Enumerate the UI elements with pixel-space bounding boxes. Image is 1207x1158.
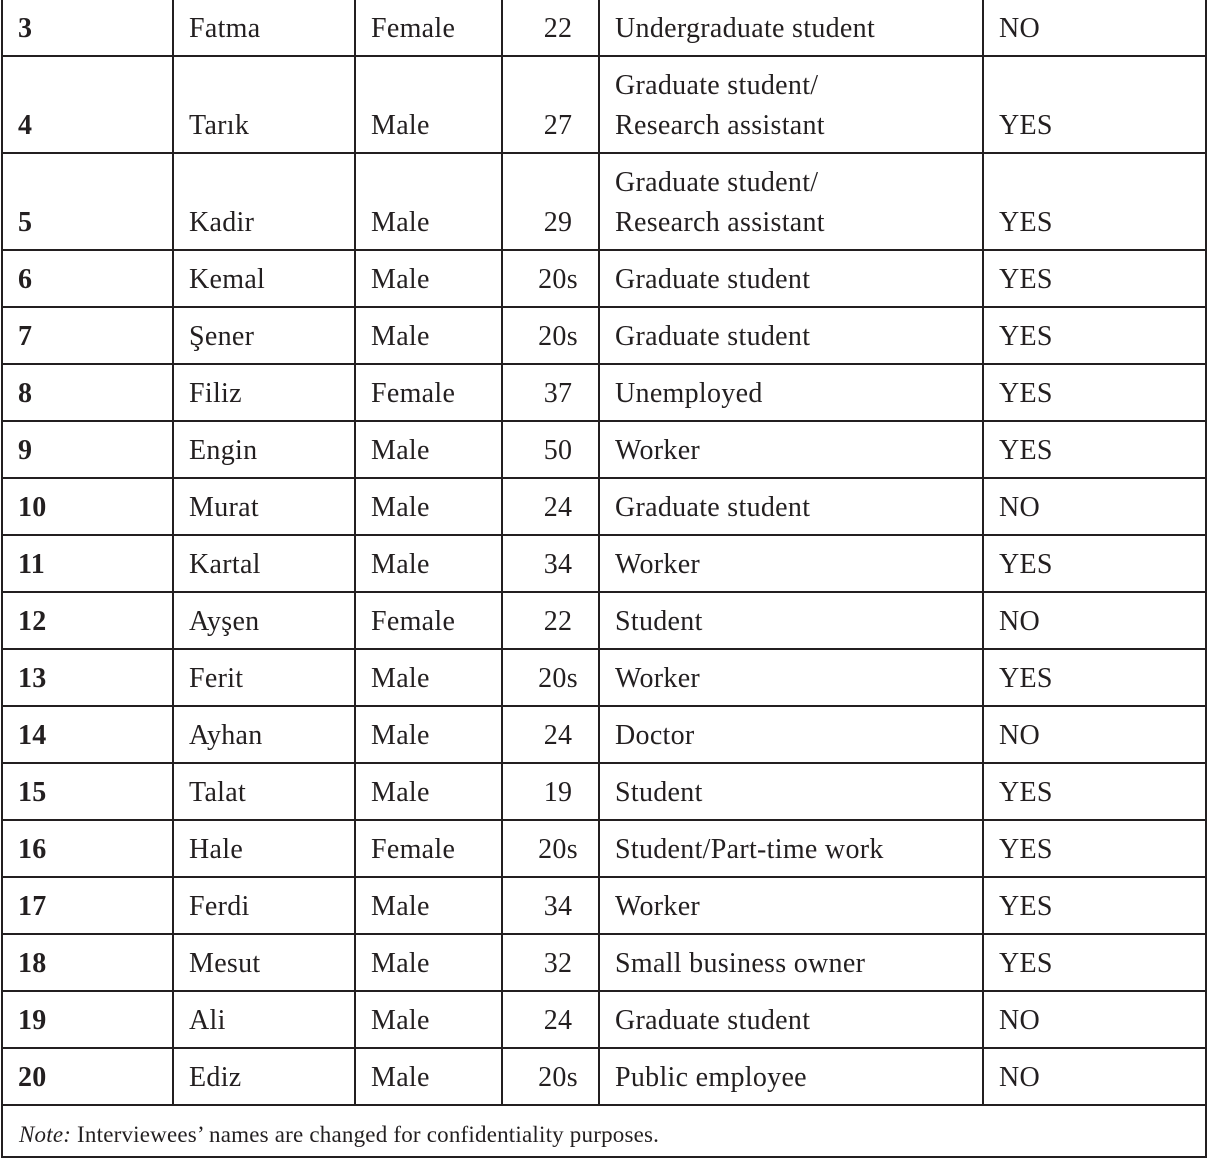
interviewee-occupation (599, 1048, 983, 1105)
interviewee-gender: Female (355, 0, 502, 56)
occupation-line: Graduate student/ (615, 70, 819, 101)
interviewee-age: 34 (502, 535, 599, 592)
table-row (2, 307, 1206, 364)
interviewee-answer: YES (983, 153, 1206, 250)
interviewee-answer: NO (983, 991, 1206, 1048)
interviewee-answer: NO (983, 478, 1206, 535)
occupation-line: Public employee (615, 1062, 807, 1093)
interviewee-age: 50 (502, 421, 599, 478)
interviewee-name: Hale (173, 820, 355, 877)
occupation-line: Undergraduate student (615, 13, 876, 44)
interviewee-age: 20s (502, 820, 599, 877)
interviewee-occupation (599, 153, 983, 250)
interviewee-occupation (599, 478, 983, 535)
interviewee-answer: YES (983, 364, 1206, 421)
table-row (2, 592, 1206, 649)
interviewee-name: Filiz (173, 364, 355, 421)
interviewee-gender: Male (355, 706, 502, 763)
row-number: 14 (2, 706, 173, 763)
interviewee-name: Fatma (173, 0, 355, 56)
occupation-line: Graduate student/ (615, 167, 819, 198)
interviewee-age: 27 (502, 56, 599, 153)
interviewee-name: Ali (173, 991, 355, 1048)
row-number: 12 (2, 592, 173, 649)
interviewee-gender: Male (355, 250, 502, 307)
occupation-line: Graduate student (615, 492, 811, 523)
interviewee-age: 34 (502, 877, 599, 934)
occupation-line: Unemployed (615, 378, 763, 409)
interviewee-occupation (599, 0, 983, 56)
table-row (2, 763, 1206, 820)
interviewee-occupation (599, 56, 983, 153)
table-row (2, 1048, 1206, 1105)
row-number: 3 (2, 0, 173, 56)
table-row (2, 706, 1206, 763)
interviewee-gender: Female (355, 592, 502, 649)
interviewee-name: Talat (173, 763, 355, 820)
interviewee-name: Kadir (173, 153, 355, 250)
interviewee-occupation (599, 535, 983, 592)
interviewee-answer: YES (983, 877, 1206, 934)
interviewee-occupation (599, 364, 983, 421)
interviewee-answer: YES (983, 250, 1206, 307)
row-number: 16 (2, 820, 173, 877)
row-number: 13 (2, 649, 173, 706)
row-number: 11 (2, 535, 173, 592)
interviewee-gender: Male (355, 421, 502, 478)
row-number: 19 (2, 991, 173, 1048)
interviewee-occupation (599, 421, 983, 478)
note-text: Interviewees’ names are changed for confidentiality purposes. (71, 1122, 660, 1147)
interviewee-gender: Male (355, 991, 502, 1048)
interviewee-gender: Male (355, 934, 502, 991)
interviewee-age: 29 (502, 153, 599, 250)
interviewee-answer: NO (983, 1048, 1206, 1105)
table-row (2, 153, 1206, 250)
occupation-line: Research assistant (615, 110, 825, 141)
interviewee-gender: Male (355, 1048, 502, 1105)
interviewee-age: 19 (502, 763, 599, 820)
row-number: 4 (2, 56, 173, 153)
row-number: 9 (2, 421, 173, 478)
row-number: 8 (2, 364, 173, 421)
interviewee-name: Ferit (173, 649, 355, 706)
row-number: 7 (2, 307, 173, 364)
interviewee-occupation (599, 991, 983, 1048)
table-row (2, 820, 1206, 877)
interviewee-occupation (599, 877, 983, 934)
interviewee-gender: Male (355, 56, 502, 153)
interviewee-occupation (599, 307, 983, 364)
interviewee-gender: Male (355, 649, 502, 706)
interviewee-answer: NO (983, 0, 1206, 56)
interviewee-age: 37 (502, 364, 599, 421)
interviewee-answer: YES (983, 535, 1206, 592)
table-row (2, 250, 1206, 307)
interviewee-gender: Male (355, 763, 502, 820)
row-number: 5 (2, 153, 173, 250)
interviewee-answer: YES (983, 56, 1206, 153)
occupation-line: Graduate student (615, 321, 811, 352)
occupation-line: Worker (615, 663, 701, 694)
interviewee-gender: Female (355, 364, 502, 421)
interviewee-occupation (599, 934, 983, 991)
interviewee-age: 20s (502, 649, 599, 706)
interviewee-answer: YES (983, 934, 1206, 991)
interviewee-gender: Female (355, 820, 502, 877)
row-number: 6 (2, 250, 173, 307)
interviewee-answer: NO (983, 706, 1206, 763)
interviewee-name: Engin (173, 421, 355, 478)
table-row (2, 934, 1206, 991)
interviewee-occupation (599, 250, 983, 307)
interviewee-answer: YES (983, 421, 1206, 478)
table-note (2, 1105, 1206, 1157)
occupation-line: Doctor (615, 720, 695, 751)
occupation-line: Small business owner (615, 948, 866, 979)
interviewee-gender: Male (355, 877, 502, 934)
interviewee-gender: Male (355, 478, 502, 535)
interviewee-occupation (599, 763, 983, 820)
occupation-line: Worker (615, 891, 701, 922)
interviewee-occupation (599, 592, 983, 649)
interviewee-name: Kartal (173, 535, 355, 592)
interviewee-name: Tarık (173, 56, 355, 153)
interviewee-age: 24 (502, 478, 599, 535)
occupation-line: Student (615, 777, 703, 808)
row-number: 18 (2, 934, 173, 991)
interviewee-age: 20s (502, 1048, 599, 1105)
row-number: 17 (2, 877, 173, 934)
interviewee-gender: Male (355, 307, 502, 364)
occupation-line: Graduate student (615, 1005, 811, 1036)
table-row (2, 649, 1206, 706)
table-row (2, 991, 1206, 1048)
interviewee-occupation (599, 649, 983, 706)
interviewee-name: Mesut (173, 934, 355, 991)
table-row (2, 535, 1206, 592)
interviewee-answer: NO (983, 592, 1206, 649)
occupation-line: Graduate student (615, 264, 811, 295)
interviewee-gender: Male (355, 535, 502, 592)
table-row (2, 56, 1206, 153)
note-label: Note: (19, 1122, 72, 1147)
interviewee-name: Ayhan (173, 706, 355, 763)
table-body (2, 0, 1206, 1157)
interviewee-occupation (599, 820, 983, 877)
occupation-line: Student/Part-time work (615, 834, 884, 865)
interviewee-age: 22 (502, 0, 599, 56)
interviewee-name: Ferdi (173, 877, 355, 934)
interviewee-age: 22 (502, 592, 599, 649)
occupation-line: Worker (615, 549, 701, 580)
interviewee-age: 24 (502, 706, 599, 763)
occupation-line: Research assistant (615, 207, 825, 238)
table-row (2, 364, 1206, 421)
table-row (2, 478, 1206, 535)
row-number: 10 (2, 478, 173, 535)
interviewee-gender: Male (355, 153, 502, 250)
table-row (2, 0, 1206, 56)
interviewee-age: 24 (502, 991, 599, 1048)
occupation-line: Worker (615, 435, 701, 466)
interviewee-name: Murat (173, 478, 355, 535)
table-note-row (2, 1105, 1206, 1157)
interviewees-table (1, 0, 1207, 1158)
interviewee-answer: YES (983, 649, 1206, 706)
interviewee-answer: YES (983, 763, 1206, 820)
interviewee-name: Ediz (173, 1048, 355, 1105)
interviewee-name: Kemal (173, 250, 355, 307)
interviewee-answer: YES (983, 307, 1206, 364)
interviewee-name: Ayşen (173, 592, 355, 649)
interviewee-name: Şener (173, 307, 355, 364)
interviewee-answer: YES (983, 820, 1206, 877)
table-row (2, 877, 1206, 934)
row-number: 20 (2, 1048, 173, 1105)
row-number: 15 (2, 763, 173, 820)
interviewee-age: 20s (502, 307, 599, 364)
interviewee-age: 20s (502, 250, 599, 307)
interviewee-occupation (599, 706, 983, 763)
occupation-line: Student (615, 606, 703, 637)
interviewee-age: 32 (502, 934, 599, 991)
table-row (2, 421, 1206, 478)
